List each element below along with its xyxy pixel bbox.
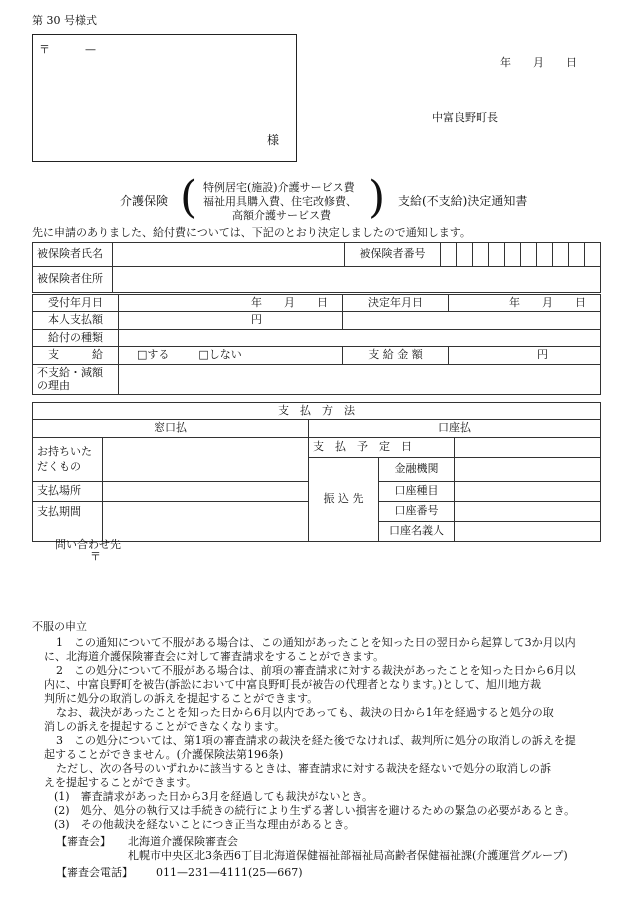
self-pay-label: 本人支払額 [33,312,119,329]
title-item-2: 福祉用具購入費、住宅改修費、 [203,195,357,208]
review-phone: 011—231—4111(25—667) [156,866,303,879]
inquiry-postal: 〒 [90,550,101,563]
appeal-line: なお、裁決があったことを知った日から6月以内であっても、裁決の日から1年を経過すると処分の取 [56,706,554,719]
insured-number-digit [441,243,457,267]
received-date-value: 年 月 日 [119,295,343,312]
intro-text: 先に申請のありました、給付費については、下記のとおり決定しましたので通知します。 [32,226,471,239]
bank-label: 金融機関 [379,457,455,481]
appeal-line: (2) 処分、処分の執行又は手続きの続行により生ずる著しい損害を避けるための緊急の必要があるとき。 [54,804,576,817]
bank-value [455,457,601,481]
appeal-line: 判所に処分の取消しの訴えを提起することができます。 [44,692,319,705]
bring-items-line-2: だくもの [37,460,81,474]
account-holder-label: 口座名義人 [379,521,455,541]
payment-method-header: 支 払 方 法 [33,403,601,420]
postal-mark: 〒 [39,43,50,56]
honorific: 様 [267,133,280,147]
insured-number-digit [569,243,585,267]
bring-items-value [103,437,309,481]
payment-label: 支 給 [33,346,119,364]
review-name: 北海道介護保険審査会 [128,835,238,848]
title-item-1: 特例居宅(施設)介護サービス費 [203,181,355,194]
checkbox-dont[interactable]: □しない [198,348,242,362]
review-label: 【審査会】 [56,835,111,848]
appeal-line: 3 この処分については、第1項の審査請求の裁決を経た後でなければ、裁判所に処分の取消しの訴えを提 [56,734,576,747]
insured-number-digit [537,243,553,267]
place-value [103,481,309,501]
insured-number-digit [489,243,505,267]
transfer-pay-header: 口座払 [309,420,601,437]
account-number-label: 口座番号 [379,501,455,521]
title-suffix: 支給(不支給)決定通知書 [398,194,528,208]
appeal-line: 2 この処分について不服がある場合は、前項の審査請求に対する裁決があったことを知った日から6月以 [56,664,576,677]
insured-name-label: 被保険者氏名 [33,243,113,267]
title-item-3: 高額介護サービス費 [232,209,331,222]
account-number-value [455,501,601,521]
close-paren: ) [368,172,386,223]
insured-number-digit [553,243,569,267]
period-label: 支払期間 [33,501,103,541]
reason-label-line-2: の理由 [37,379,70,393]
insured-number-digit [585,243,601,267]
insured-address-value [113,267,601,293]
benefit-type-label: 給付の種類 [33,329,119,346]
bring-items-line-1: お持ちいた [37,445,92,459]
appeal-line: (1) 審査請求があった日から3月を経過しても裁決がないとき。 [54,790,374,803]
self-pay-blank [343,312,601,329]
schedule-label: 支 払 予 定 日 [309,437,455,457]
bring-items-label [33,437,103,481]
reason-value [119,364,601,394]
insured-number-label: 被保険者番号 [345,243,441,267]
insured-name-value [113,243,345,267]
transfer-to-label: 振 込 先 [309,457,379,541]
payment-method-table [32,402,601,542]
appeal-line: 消しの訴えを提起することができなくなります。 [44,720,286,733]
counter-pay-header: 窓口払 [33,420,309,437]
place-label: 支払場所 [33,481,103,501]
decision-date-label: 決定年月日 [343,295,449,312]
self-pay-unit: 円 [119,312,343,329]
appeal-heading: 不服の申立 [32,620,87,633]
appeal-line: 起することができません。(介護保険法第196条) [44,748,284,761]
insured-number-digit [521,243,537,267]
review-address: 札幌市中央区北3条西6丁目北海道保健福祉部福祉局高齢者保健福祉課(介護運営グループ) [128,849,568,862]
insured-address-label: 被保険者住所 [33,267,113,293]
benefit-type-value [119,329,601,346]
appeal-line: 内に、中富良野町を被告(訴訟において中富良野町長が被告の代理者となります。)として、旭川地方裁 [44,678,541,691]
insured-table [32,242,601,293]
decision-date-value: 年 月 日 [449,295,601,312]
period-value [103,501,309,541]
payment-choice [119,346,343,364]
issuer-name: 中富良野町長 [432,111,498,124]
form-number: 第 30 号様式 [32,14,97,27]
appeal-line: えを提起することができます。 [44,776,198,789]
issue-date: 年 月 日 [500,56,577,69]
payment-amount-label: 支 給 金 額 [343,346,449,364]
postal-dash: — [85,43,96,56]
review-phone-label: 【審査会電話】 [56,866,133,879]
inquiry-label: 問い合わせ先 [55,538,121,551]
appeal-line: ただし、次の各号のいずれかに該当するときは、審査請求に対する裁決を経ないで処分の取消しの訴 [56,762,551,775]
payment-amount-unit: 円 [449,346,601,364]
schedule-value [455,437,601,457]
account-type-value [455,481,601,501]
open-paren: ( [180,172,198,223]
address-box [32,34,297,162]
insured-number-digit [457,243,473,267]
checkbox-do[interactable]: □する [137,348,170,362]
received-date-label: 受付年月日 [33,295,119,312]
appeal-line: に、北海道介護保険審査会に対して審査請求をすることができます。 [44,650,385,663]
insured-number-digit [473,243,489,267]
appeal-line: (3) その他裁決を経ないことにつき正当な理由があるとき。 [54,818,355,831]
insured-number-digit [505,243,521,267]
appeal-line: 1 この通知について不服がある場合は、この通知があったことを知った日の翌日から起算して3か月以内 [56,636,576,649]
account-holder-value [455,521,601,541]
account-type-label: 口座種目 [379,481,455,501]
reason-label-line-1: 不支給・減額 [37,366,103,380]
decision-table [32,294,601,395]
title-prefix: 介護保険 [120,194,169,208]
reason-label [33,364,119,394]
